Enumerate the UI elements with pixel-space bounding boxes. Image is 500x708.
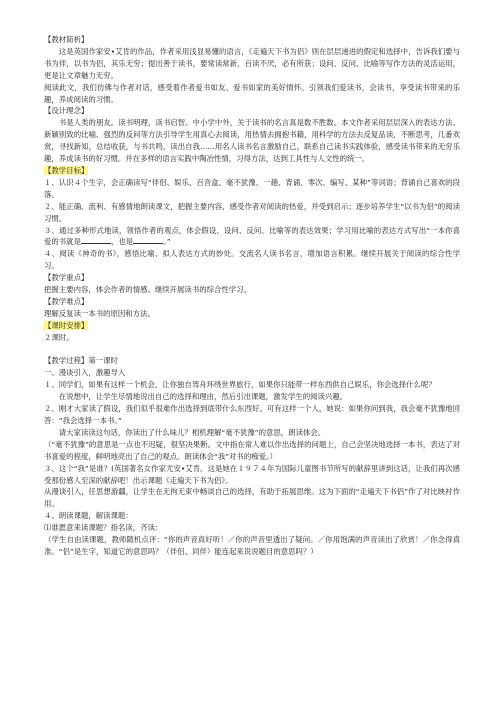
keshi-paragraph: ２课时。	[44, 332, 74, 342]
guocheng-paragraph-1: １、同学们，如果有这样一个机会，让你独自驾舟环绕世界旅行，如果你只能带一样东西供自己娱乐，你会选择什么呢？	[44, 380, 436, 390]
mubiao-title-highlight: 【教学目标】	[44, 165, 89, 175]
section-title-mubiao	[44, 165, 460, 177]
section-title-keshi	[44, 320, 460, 332]
section-title-jiaocai: 【教材简析】	[44, 35, 89, 44]
keshi-title-highlight: 【课时安排】	[44, 320, 89, 330]
guocheng-step-1-title: 一、漫谈引入，激趣导入	[44, 368, 126, 378]
jiaocai-paragraph-1: 这是英国作家安•艾肯的作品，作者采用浅显易懂的语言，《走遍天下书为侣》则在层层递进的假定和选择中，告诉我们要与书为伴，以书为侣，其乐无穷；提出善于读书，要常读常新，百读不厌，必有所获；设问、反问、比喻等写作方法的灵活运用，更是让文章魅力无穷。	[44, 46, 460, 80]
section-title-sheji: 【设计理念】	[44, 106, 89, 116]
guocheng-paragraph-4: 请大家读读这句话，你读出了什么味儿？相机理解“毫不犹豫”的意思，朗读体会。	[58, 427, 326, 437]
guocheng-paragraph-8: ４、朗读课题，解读课题：	[44, 511, 133, 521]
mubiao-item-3-mid: ，也是	[110, 237, 134, 247]
fill-blank-2	[133, 236, 163, 244]
guocheng-paragraph-7: 从漫谈引入，任思想游疆，让学生在无拘无束中畅谈自己的选择，有助于拓展思维。这为下面的“走遍天下书侣”作了对比映衬作用。	[44, 487, 460, 509]
guocheng-paragraph-9: ⑴谁愿意来读课题？指名读，齐读：	[44, 523, 163, 533]
jiaocai-paragraph-2: 阅读此文，我们仿佛与作者对话，感受着作者爱书如友、爱书如家的美好情怀。引领我们爱读书，会读书，享受读书带来的乐趣，养成阅读的习惯。	[44, 82, 460, 104]
guocheng-paragraph-10: （学生自由读课题，教师随机点评：“你的声音真好听！／你的声音里透出了疑问。／你用饱满的声音读出了欣赏！／你念得真准。“侣”是生字，知道它的意思吗？（伴侣、同伴）能连起来说说题目的意思吗？）	[44, 535, 460, 556]
section-title-zhongdian: 【教学重点】	[44, 273, 89, 283]
mubiao-item-3	[44, 225, 460, 249]
guocheng-paragraph-3: ２、刚才大家读了假设，我们似乎很难作出选择到底带什么东西好。可有这样一个人，她说：如果你问到我，我会毫不犹豫地回答：“我会选择一本书。”	[44, 404, 460, 425]
section-title-nandian: 【教学难点】	[44, 296, 89, 306]
nandian-paragraph: 理解反复读一本书的原因和方法。	[44, 308, 155, 318]
mubiao-item-2: ２、能正确、流利、有感情地朗读课文，把握主要内容，感受作者对阅读的热爱，并受到启示；逐步培养学生“以书为侣”的阅读习惯。	[44, 201, 460, 223]
guocheng-paragraph-5: （“毫不犹豫”的意思是一点也不迟疑，很坚决果断。文中指在常人难以作出选择的问题上，自己会坚决地选择一本书，表达了对书喜爱的程度，鲜明地亮出了自己的观点。朗读体会“我”对书的痴爱。）	[44, 439, 460, 461]
mubiao-item-4: ４、阅读《神奇的书》，感悟比喻、拟人表达方式的妙处。交流名人读书名言，增加语言积累。继续开展关于阅读的综合性学习。	[44, 249, 460, 271]
section-title-guocheng: 【教学过程】第一课时	[44, 356, 118, 366]
fill-blank-1	[81, 236, 111, 244]
zhongdian-paragraph: 把握主要内容，体会作者的情感。继续开展读书的综合性学习。	[44, 285, 251, 295]
guocheng-paragraph-6: ３、这个“我”是谁？(英国著名女作家尤安•艾肯。这是她在１９７４年为国际儿童图书节所写的献辞里讲到这话，让我们再次感受那份感人至深的献辞吧！出示课题《走遍天下书为侣》。	[44, 463, 460, 485]
guocheng-paragraph-2: 在说想中，让学生尽情地说出自己的选择和理由，然后引出课题，激发学生的阅读兴趣。	[58, 392, 348, 402]
sheji-paragraph: 书是人类的朋友。读书明理，读书启智。中小学中外，关于读书的名言真是数不胜数。本文作者采用层层深入的表达方法、新颖别致的比喻、强烈的反问等方法引导学生用真心去阅读，用热情去拥抱书籍，用科学的方法去反复品读，不断思考，几番欢赏，寻找新知，总结收获，与书共鸣，读出自我……用名人读书名言激励自己，联系自己读书实践体验，感受读书带来的无穷乐趣，养成读书的好习惯。并在多样的语言实践中陶冶性情，习得方法，达到工具性与人文性的统一。	[44, 118, 460, 164]
mubiao-item-3-post: 。”	[163, 237, 171, 247]
mubiao-item-3-pre: ３、通过多种形式地读，领悟作者的观点，体会假设、设问、反问、比喻等的表达效果；学习用比喻的表达方式写出“一本你喜爱的书就是	[44, 225, 460, 247]
mubiao-item-1: １、认识４个生字，会正确读写“伴侣、娱乐、百音盒、毫不犹豫、一趟、背诵、零次、编写、某种”等词语；背诵自己喜欢的段落。	[44, 177, 460, 199]
spacer	[44, 344, 460, 356]
